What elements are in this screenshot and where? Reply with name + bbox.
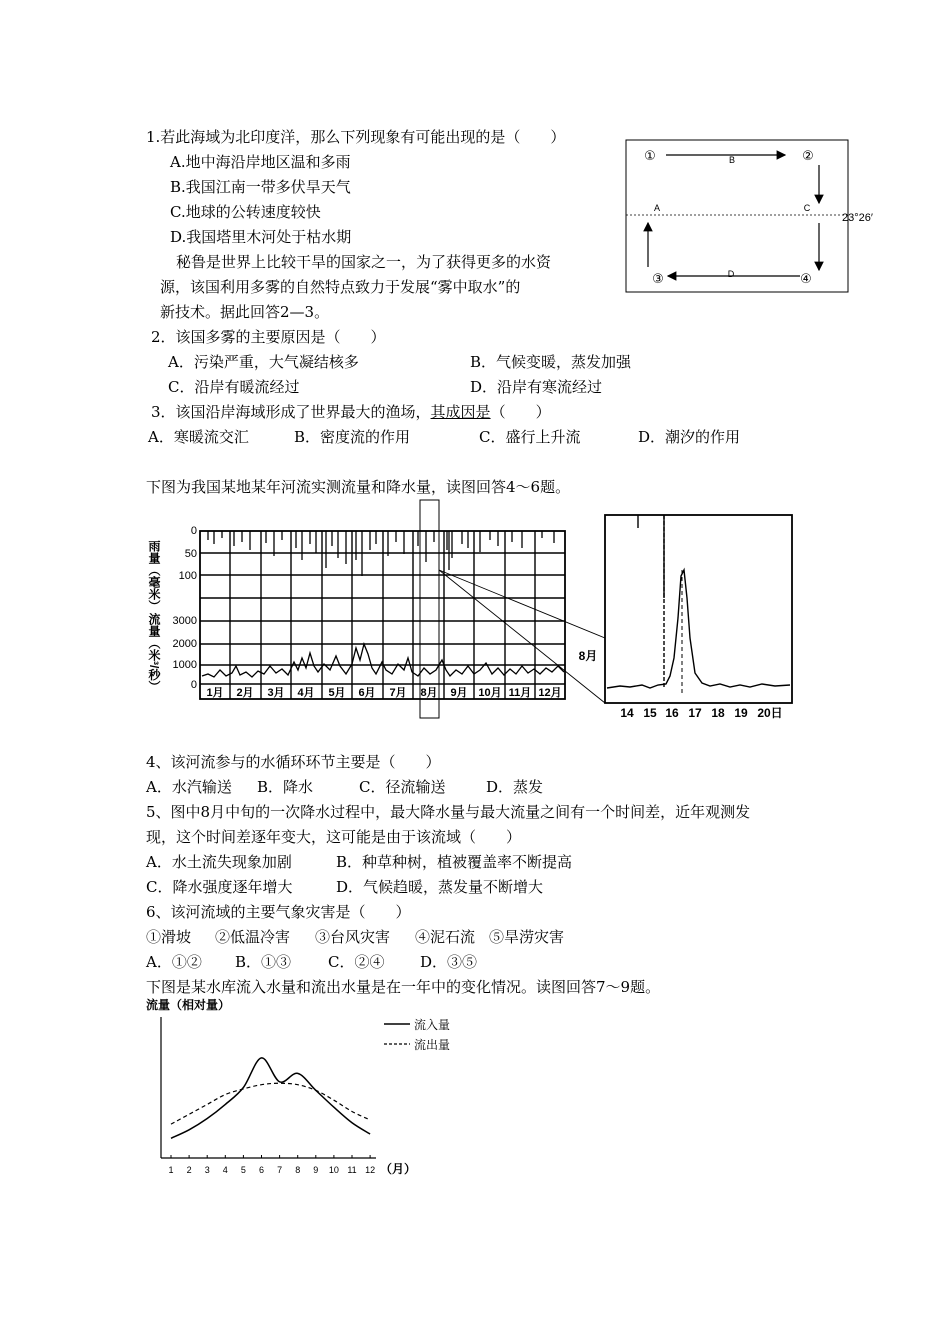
q3-option-c: C．盛行上升流 bbox=[479, 428, 581, 446]
month-label: 1月 bbox=[206, 687, 224, 699]
ocean-current-diagram bbox=[620, 135, 920, 300]
q5-option-d: D．气候趋暖，蒸发量不断增大 bbox=[336, 878, 544, 896]
q6-option-b: B．①③ bbox=[235, 953, 292, 971]
inset-month-label: 8月 bbox=[578, 649, 598, 663]
x-tick-label: 2 bbox=[186, 1165, 192, 1175]
point-2: ② bbox=[802, 148, 814, 163]
q3-stem-prefix: 3．该国沿岸海域形成了世界最大的渔场， bbox=[151, 403, 431, 421]
x-tick-label: 3 bbox=[204, 1165, 210, 1175]
q6-stem: 6、该河流域的主要气象灾害是（ ） bbox=[146, 903, 411, 921]
q3-option-a: A．寒暖流交汇 bbox=[148, 428, 249, 446]
q2-option-c: C．沿岸有暖流经过 bbox=[168, 378, 300, 396]
month-label: 2月 bbox=[236, 687, 254, 699]
q2-option-a: A．污染严重，大气凝结核多 bbox=[168, 353, 359, 371]
day-label: 14 bbox=[620, 706, 634, 720]
zoom-line-bottom bbox=[439, 570, 605, 703]
point-4: ④ bbox=[800, 271, 812, 286]
latitude-label: 23°26′ bbox=[842, 212, 873, 224]
x-tick-label: 5 bbox=[240, 1165, 246, 1175]
month-label: 3月 bbox=[267, 687, 285, 699]
point-a: A bbox=[653, 203, 661, 213]
x-tick-label: 8 bbox=[295, 1165, 301, 1175]
q6-option-a: A．①② bbox=[146, 953, 202, 971]
month-label: 10月 bbox=[478, 687, 502, 699]
point-d: D bbox=[727, 269, 735, 279]
day-label: 20日 bbox=[757, 706, 783, 720]
q3-stem-suffix: （ ） bbox=[490, 403, 551, 421]
river-flow-chart bbox=[147, 498, 800, 723]
flow-tick-3000: 3000 bbox=[172, 615, 197, 627]
point-c: C bbox=[803, 203, 811, 213]
x-tick-label: 9 bbox=[313, 1165, 319, 1175]
month-label: 6月 bbox=[358, 687, 376, 699]
q6-option-d: D．③⑤ bbox=[420, 953, 478, 971]
month-label: 8月 bbox=[420, 687, 438, 699]
y-axis-label: 流量（相对量） bbox=[146, 998, 231, 1012]
x-tick-label: 11 bbox=[347, 1165, 357, 1175]
q5-option-c: C．降水强度逐年增大 bbox=[146, 878, 293, 896]
zoom-line-top bbox=[439, 570, 605, 638]
diagram-frame bbox=[626, 140, 848, 292]
q4-option-b: B．降水 bbox=[257, 778, 314, 796]
intro-2-3-line2: 源，该国利用多雾的自然特点致力于发展“雾中取水”的 bbox=[160, 278, 521, 296]
q4-stem: 4、该河流参与的水循环环节主要是（ ） bbox=[146, 753, 441, 771]
rain-tick-100: 100 bbox=[178, 570, 197, 582]
day-label: 19 bbox=[734, 706, 748, 720]
point-3: ③ bbox=[652, 271, 664, 286]
day-label: 17 bbox=[688, 706, 702, 720]
q2-option-b: B．气候变暖，蒸发加强 bbox=[470, 353, 632, 371]
day-label: 16 bbox=[665, 706, 679, 720]
legend-outflow-label: 流出量 bbox=[414, 1038, 451, 1052]
x-axis-label: （月） bbox=[380, 1162, 417, 1176]
q2-stem: 2．该国多雾的主要原因是（ ） bbox=[151, 328, 386, 346]
month-label: 5月 bbox=[328, 687, 346, 699]
q3-option-d: D．潮汐的作用 bbox=[638, 428, 741, 446]
month-label: 9月 bbox=[450, 687, 468, 699]
q5-stem-line1: 5、图中8月中旬的一次降水过程中，最大降水量与最大流量之间有一个时间差，近年观测发 bbox=[146, 803, 751, 821]
q1-stem: 1.若此海域为北印度洋，那么下列现象有可能出现的是（ ） bbox=[146, 128, 566, 146]
q5-option-a: A．水土流失现象加剧 bbox=[146, 853, 292, 871]
q4-option-a: A．水汽输送 bbox=[146, 778, 232, 796]
x-tick-label: 12 bbox=[365, 1165, 376, 1175]
month-labels bbox=[206, 686, 561, 699]
inset-discharge-curve bbox=[607, 570, 790, 688]
inset-day-labels bbox=[620, 706, 782, 720]
q6-item-4: ④泥石流 bbox=[415, 928, 476, 946]
q6-item-1: ①滑坡 bbox=[146, 928, 192, 946]
q4-option-d: D．蒸发 bbox=[486, 778, 544, 796]
intro-7-9: 下图是某水库流入水量和流出水量是在一年中的变化情况。读图回答7～9题。 bbox=[146, 978, 661, 996]
intro-2-3-line1: 秘鲁是世界上比较干旱的国家之一，为了获得更多的水资 bbox=[176, 253, 552, 271]
point-1: ① bbox=[644, 148, 656, 163]
q3-stem bbox=[151, 402, 551, 422]
rain-axis-label: 雨量（毫米） bbox=[147, 540, 161, 612]
q5-stem-line2: 现，这个时间差逐年变大，这可能是由于该流域（ ） bbox=[146, 828, 522, 846]
q1-option-b: B.我国江南一带多伏旱天气 bbox=[170, 178, 351, 196]
q2-option-d: D．沿岸有寒流经过 bbox=[470, 378, 603, 396]
x-tick-label: 10 bbox=[328, 1165, 339, 1175]
day-label: 15 bbox=[643, 706, 657, 720]
month-label: 11月 bbox=[508, 687, 532, 699]
q6-item-5: ⑤旱涝灾害 bbox=[489, 928, 565, 946]
reservoir-flow-chart bbox=[140, 995, 500, 1185]
inset-frame bbox=[605, 515, 792, 703]
q5-option-b: B．种草种树，植被覆盖率不断提高 bbox=[336, 853, 573, 871]
q3-option-b: B．密度流的作用 bbox=[294, 428, 411, 446]
outflow-line bbox=[171, 1083, 370, 1124]
august-highlight bbox=[420, 500, 439, 718]
rain-tick-50: 50 bbox=[184, 548, 197, 560]
x-tick-label: 4 bbox=[222, 1165, 228, 1175]
q1-option-c: C.地球的公转速度较快 bbox=[170, 203, 321, 221]
q1-option-a: A.地中海沿岸地区温和多雨 bbox=[170, 153, 351, 171]
flow-axis-label: 流量（米³/秒） bbox=[147, 613, 161, 693]
flow-tick-1000: 1000 bbox=[172, 659, 197, 671]
q6-item-3: ③台风灾害 bbox=[315, 928, 391, 946]
month-label: 4月 bbox=[297, 687, 315, 699]
x-tick-label: 1 bbox=[168, 1165, 174, 1175]
q6-option-c: C．②④ bbox=[328, 953, 385, 971]
q6-item-2: ②低温冷害 bbox=[215, 928, 291, 946]
intro-2-3-line3: 新技术。据此回答2—3。 bbox=[160, 303, 330, 321]
q4-option-c: C．径流输送 bbox=[359, 778, 446, 796]
q3-stem-underlined: 其成因是 bbox=[430, 403, 491, 421]
month-label: 12月 bbox=[538, 687, 562, 699]
rain-tick-0: 0 bbox=[190, 525, 197, 537]
intro-4-6: 下图为我国某地某年河流实测流量和降水量，读图回答4～6题。 bbox=[146, 478, 571, 496]
flow-tick-0: 0 bbox=[190, 679, 197, 691]
day-label: 18 bbox=[711, 706, 725, 720]
month-label: 7月 bbox=[389, 687, 407, 699]
q1-option-d: D.我国塔里木河处于枯水期 bbox=[170, 228, 352, 246]
x-tick-label: 6 bbox=[258, 1165, 265, 1175]
legend-inflow-label: 流入量 bbox=[414, 1018, 451, 1032]
point-b: B bbox=[728, 155, 736, 165]
flow-tick-2000: 2000 bbox=[172, 638, 197, 650]
inflow-line bbox=[171, 1058, 370, 1138]
x-tick-label: 7 bbox=[277, 1165, 283, 1175]
